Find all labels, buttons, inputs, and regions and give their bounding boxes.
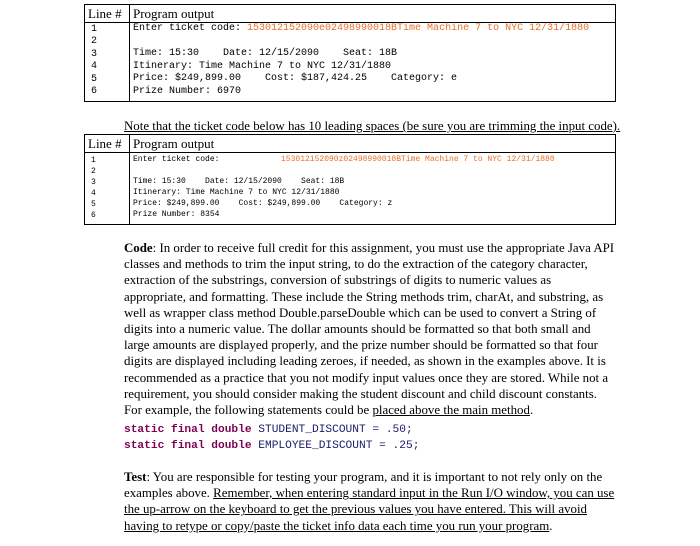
- ticket-input: 153012152090z02498990018BTime Machine 7 to NYC 12/31/1880: [281, 155, 555, 164]
- output-row: Time: 15:30 Date: 12/15/2090 Seat: 18B: [133, 48, 398, 60]
- test-label: Test: [124, 470, 147, 484]
- prompt-text: Enter ticket code:: [133, 23, 248, 34]
- line-numbers: 1 2 3 4 5 6: [91, 24, 98, 98]
- header-program-output: Program output: [133, 6, 215, 21]
- output-row: Price: $249,899.00 Cost: $187,424.25 Category: e: [133, 73, 458, 85]
- code-section: Code: In order to receive full credit for this assignment, you must use the appropriate Java API classes and methods to trim the input string, to do the extraction of the category character, extraction of the substrings, conversion of substrings of digits to numeric values as appropriate, and formatting. These include the String methods trim, charAt, and substring, as well as wrapper class method Double.parseDouble which can be used to convert a String of digits into a numeric value. The dollar amounts should be formatted so that both small and large amounts are displayed properly, and the prize number should be formatted so that four digits are displayed including leading zeroes, if needed, as shown in the examples above. It is recommended as a practice that you not modify input values once they are stored. While not a requirement, you should consider making the student discount and child discount constants. For example, the following statements could be placed above the main method.: [124, 241, 615, 418]
- output-table-1: [84, 4, 616, 102]
- code-snippet: static final double STUDENT_DISCOUNT = .50; static final double EMPLOYEE_DISCOUNT = .25;: [124, 424, 420, 453]
- code-label: Code: [124, 241, 153, 255]
- output-row: Prize Number: 6970: [133, 85, 242, 97]
- test-section: Test: You are responsible for testing your program, and it is important to not rely only on the examples above. Remember, when entering standard input in the Run I/O window, you can use the up-arrow on the keyboard to get the previous values you have entered. This will avoid having to retype or copy/paste the ticket info data each time you run your program.: [124, 470, 615, 533]
- output-row: Prize Number: 8354: [133, 210, 220, 219]
- output-row: Itinerary: Time Machine 7 to NYC 12/31/1880: [133, 188, 340, 197]
- ticket-input: 153012152090e02498990018BTime Machine 7 to NYC 12/31/1880: [247, 23, 590, 34]
- output-table-2: [84, 134, 616, 225]
- note-text: Note that the ticket code below has 10 leading spaces (be sure you are trimming the input code).: [124, 119, 621, 133]
- output-row: Itinerary: Time Machine 7 to NYC 12/31/1880: [133, 60, 392, 72]
- header-program-output: Program output: [133, 136, 215, 151]
- output-row: Price: $249,899.00 Cost: $249,899.00 Category: z: [133, 199, 393, 208]
- line-numbers: 1 2 3 4 5 6: [91, 156, 96, 220]
- header-line-number: Line #: [88, 6, 122, 21]
- prompt-text: Enter ticket code:: [133, 155, 220, 164]
- header-line-number: Line #: [88, 136, 122, 151]
- column-divider: [129, 5, 130, 101]
- output-row: Time: 15:30 Date: 12/15/2090 Seat: 18B: [133, 177, 345, 186]
- column-divider: [129, 135, 130, 224]
- program-output-1: [133, 23, 589, 99]
